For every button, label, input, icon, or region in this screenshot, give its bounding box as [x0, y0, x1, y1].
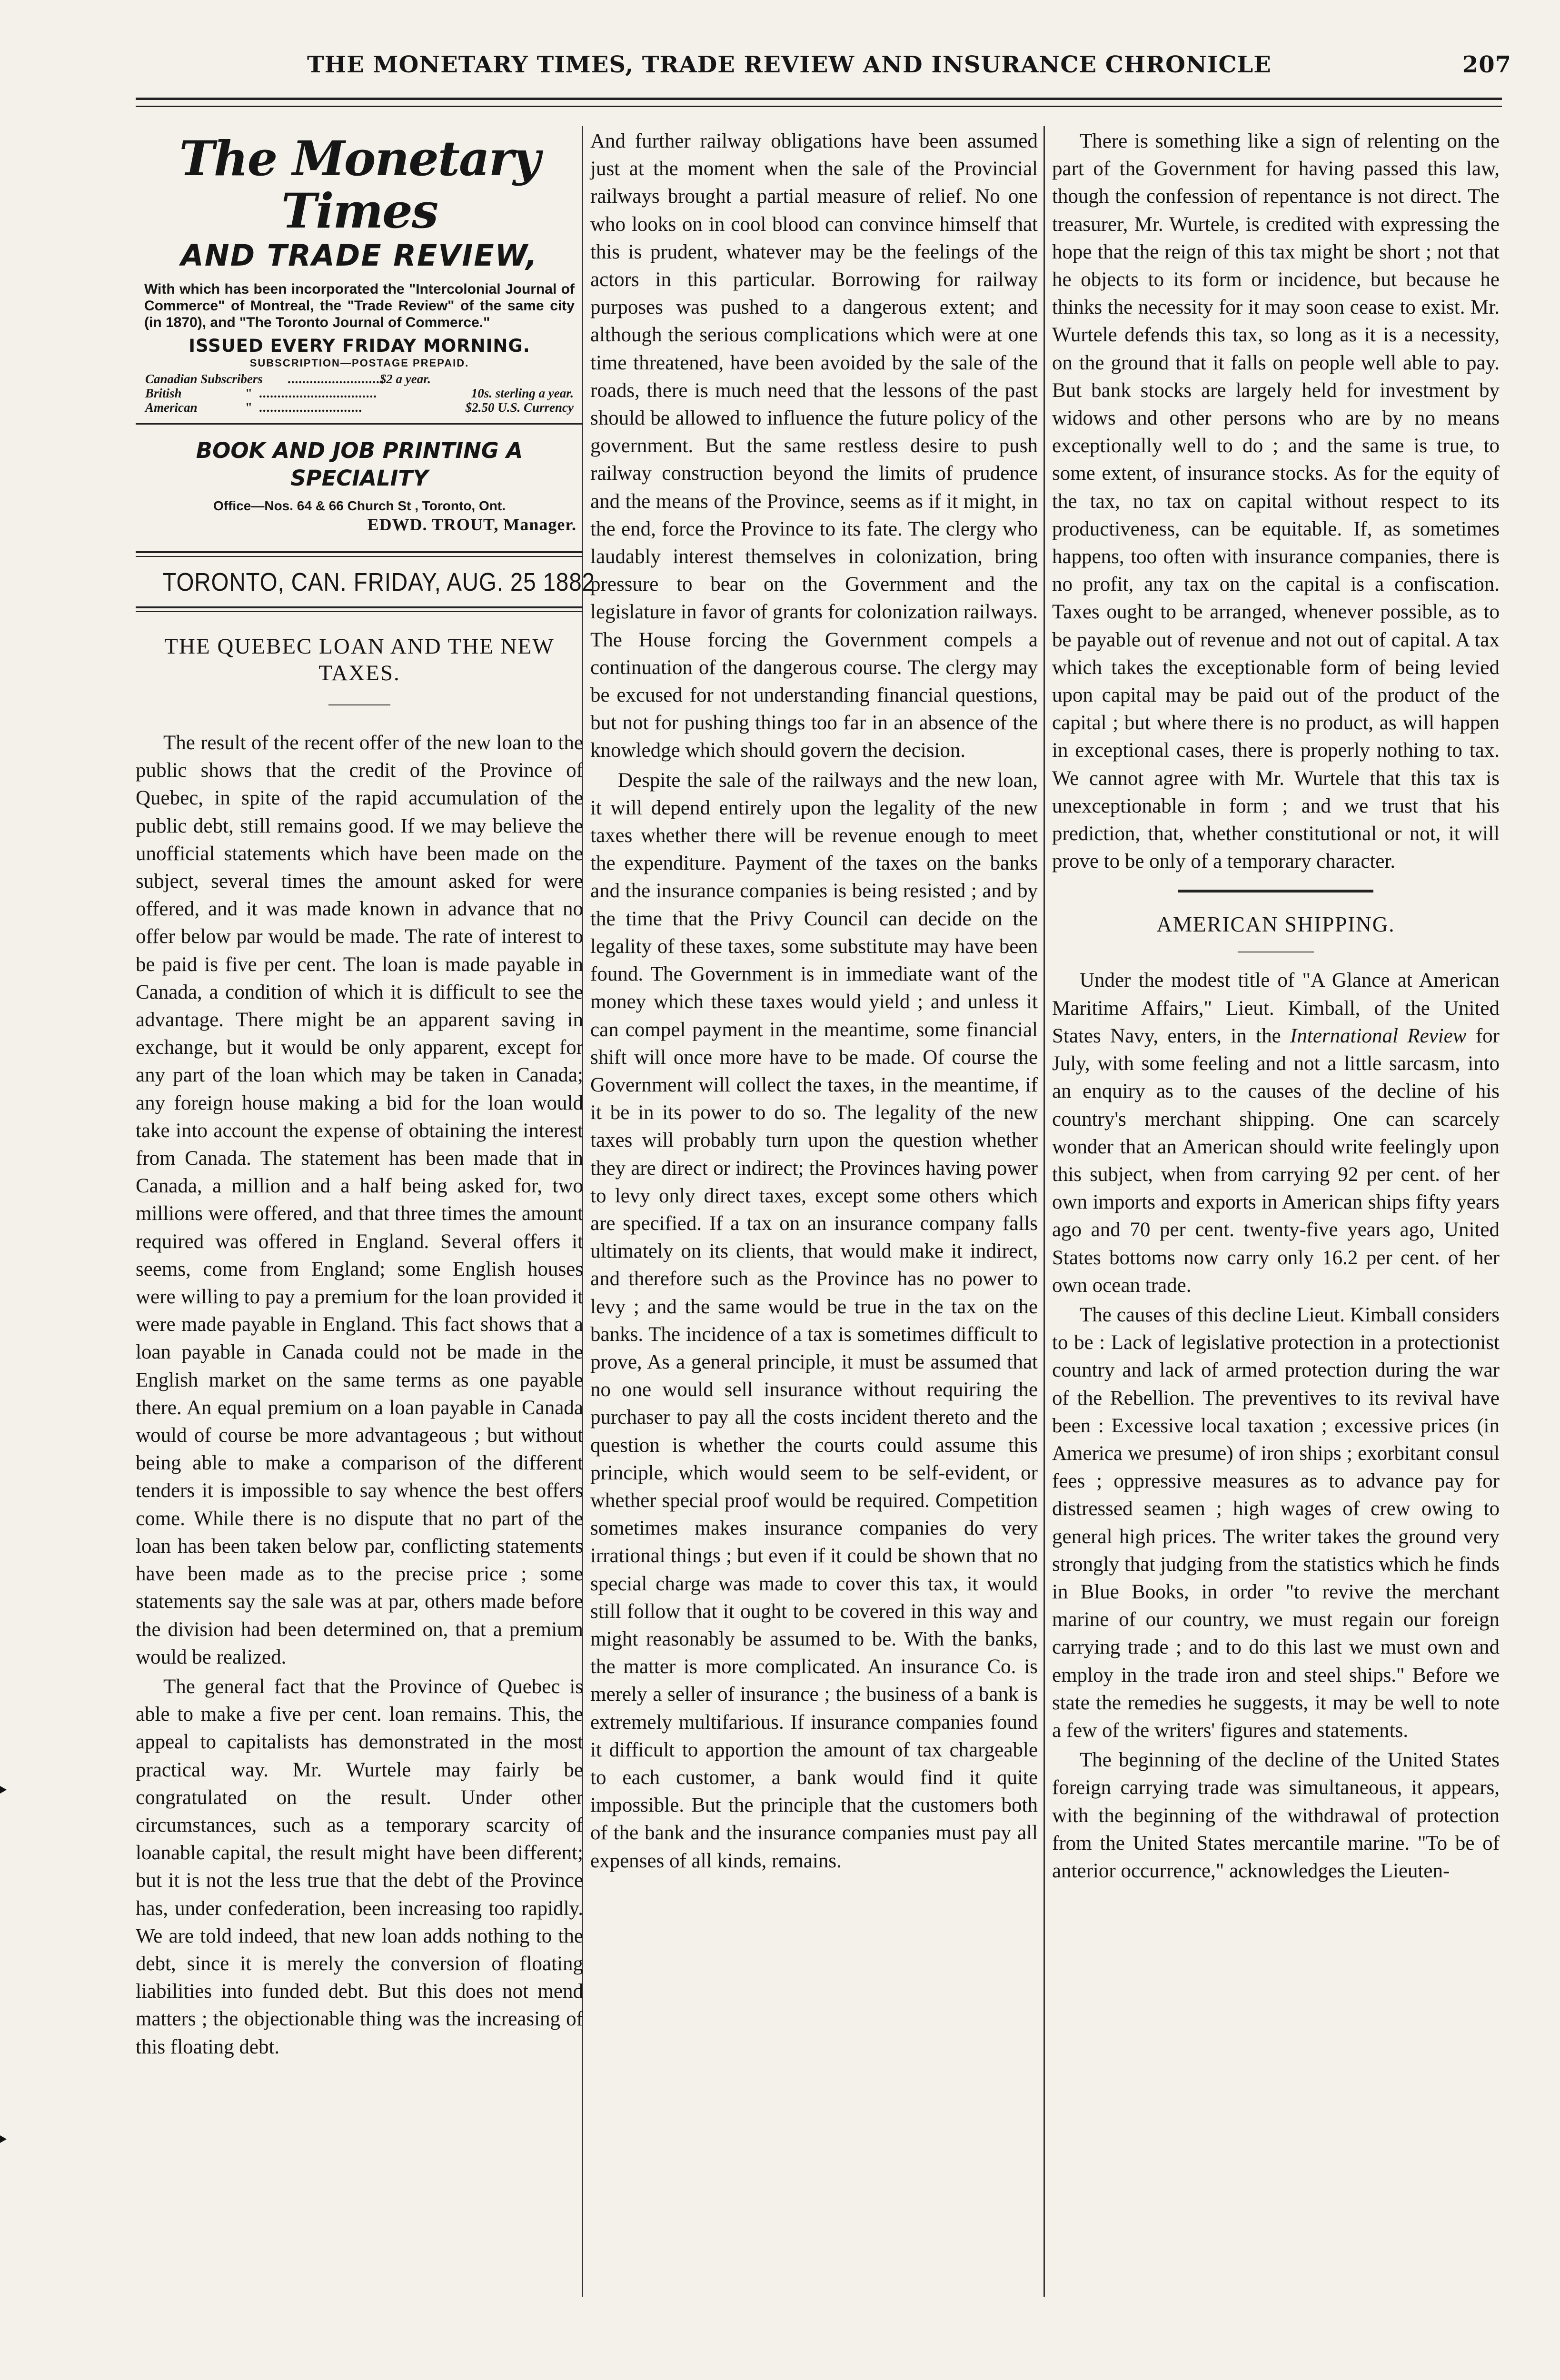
header-rule-thin: [136, 106, 1502, 107]
masthead-description: With which has been incorporated the "Intercolonial Journal of Commerce" of Montreal, the "Trade Review" of the same city (in 1870), and "The Toronto Journal of Commerce.": [144, 281, 575, 330]
title-rule: [328, 704, 390, 705]
rate-row: [145, 400, 574, 415]
issue-schedule: ISSUED EVERY FRIDAY MORNING.: [189, 336, 530, 356]
rate-leader: ..........................: [288, 372, 384, 386]
section-rule: [1178, 890, 1373, 892]
masthead: [136, 132, 583, 534]
column-rule: [1043, 126, 1045, 2297]
masthead-rule: [136, 423, 583, 425]
paragraph-text: for July, with some feeling and not a little sarcasm, into an enquiry as to the causes of the decline of his country's merchant shipping. One can scarcely wonder that an American should write feelingly upon this subject, when from carrying 92 per cent. of her own imports and exports in American ships fifty years ago and 70 per cent. twenty-five years ago, United States bottoms now carry only 16.2 per cent. of her own ocean trade.: [1052, 1024, 1500, 1297]
column-3: [1052, 128, 1500, 1885]
rate-leader: ................................: [259, 386, 378, 400]
masthead-title: The Monetary Times: [179, 130, 540, 239]
article-paragraph: The causes of this decline Lieut. Kimball considers to be : Lack of legislative protection in a protectionist country and lack of armed protection during the war of the Rebellion. The preventives to its revival have been : Excessive local taxation ; excessive prices (in America we presume) of iron ships ; exorbitant consul fees ; oppressive measures as to advance pay for distressed seamen ; high wages of crew owing to general high prices. The writer takes the ground very strongly that judging from the statistics which he finds in Blue Books, in order "to revive the merchant marine of our country, we must regain our foreign carrying trade ; and to do this last we must own and employ in the trade iron and steel ships." Before we state the remedies he suggests, it may be well to note a few of the writers' figures and statements.: [1052, 1303, 1500, 1742]
header-rule: [136, 98, 1502, 100]
rate-row: [145, 372, 574, 386]
subscription-label: SUBSCRIPTION—POSTAGE PREPAID.: [249, 357, 469, 369]
column-2: [590, 128, 1038, 1875]
book-printing-notice: BOOK AND JOB PRINTING A SPECIALITY: [196, 438, 523, 491]
article-paragraph: Despite the sale of the railways and the new loan, it will depend entirely upon the legality of the new taxes whether there will be revenue enough to meet the expenditure. Payment of the taxes on the banks and the insurance companies is being resisted ; and by the time that the Privy Council can decide on the legality of these taxes, some substitute may have been found. The Government is in immediate want of the money which these taxes would yield ; and unless it can compel payment in the meantime, some financial shift will once more have to be made. Of course the Government will collect the taxes, in the meantime, if it be in its power to do so. The legality of the new taxes will probably turn upon the question whether they are direct or indirect; the Provinces having power to levy only direct taxes, except some others which are specified. If a tax on an insurance company falls ultimately on its clients, that would make it indirect, and therefore such as the Province has no power to levy ; and the same would be true in the tax on the banks. The incidence of a tax is sometimes difficult to prove, As a general principle, it must be assumed that no one would sell insurance without requiring the purchaser to pay all the costs incident thereto and the question is whether the courts could assume this principle, which would seem to be self-evident, or whether special proof would be required. Competition sometimes makes insurance companies do very irrational things ; but even if it could be shown that no special charge was made to cover this tax, it would still follow that it ought to be covered in this way and might reasonably be assumed to be. With the banks, the matter is more complicated. An insurance Co. is merely a seller of insurance ; the business of a bank is extremely multifarious. If insurance companies found it difficult to apportion the amount of tax chargeable to each customer, a bank would find it quite impossible. But the principle that the customers both of the bank and the insurance companies must pay all expenses of all kinds, remains.: [590, 769, 1038, 1872]
rate-price: $2.50 U.S. Currency: [465, 400, 574, 415]
article-paragraph: There is something like a sign of relenting on the part of the Government for having passed this law, though the confession of repentance is not direct. The treasurer, Mr. Wurtele, is credited with expressing the hope that the reign of this tax might be short ; not that he objects to its form or incidence, but because he thinks the necessity for it may soon cease to exist. Mr. Wurtele defends this tax, so long as it is a necessity, on the ground that it falls on people well able to pay. But bank stocks are largely held for investment by widows and other persons who are by no means exceptionally well to do ; and the same is true, to some extent, of insurance stocks. As for the equity of the tax, no tax on capital without respect to its productiveness, can be equitable. If, as sometimes happens, too often with insurance companies, there is no profit, any tax on the capital is a confiscation. Taxes ought to be arranged, whenever possible, as to be payable out of revenue and not out of capital. A tax which takes the exceptionable form of being levied upon capital may be paid out of the product of the capital ; but where there is no product, as will happen in exceptional cases, there is properly nothing to tax. We cannot agree with Mr. Wurtele that this tax is unexceptionable in form ; and we trust that his prediction, that, whether constitutional or not, it will prove to be only of a temporary character.: [1052, 130, 1500, 873]
subscription-rates: [145, 372, 574, 415]
ditto-mark: ": [245, 400, 252, 415]
manager-name: EDWD. TROUT, Manager.: [367, 515, 576, 534]
rate-subscriber: British: [145, 386, 182, 400]
rate-leader: ............................: [259, 400, 363, 415]
article-title: THE QUEBEC LOAN AND THE NEW TAXES.: [164, 634, 555, 685]
ditto-mark: ": [245, 386, 252, 400]
dateline-rule-bottom: [136, 606, 583, 612]
margin-mark: [0, 2135, 7, 2143]
rate-price: $2 a year.: [379, 372, 431, 386]
column-1: [136, 128, 595, 2061]
article-paragraph: And further railway obligations have been assumed just at the moment when the sale of the Provincial railways brought a partial measure of relief. No one who looks on in cool blood can convince himself that this is prudent, whatever may be the feelings of the actors in this particular. Borrowing for railway purposes was pushed to a dangerous extent; and although the serious complications which were at one time threatened, have been avoided by the sale of the roads, there is much need that the lessons of the past should be allowed to influence the future policy of the government. But the same restless desire to push railway construction beyond the limits of prudence and the means of the Province, seems as if it might, in the end, force the Province to its fate. The clergy who laudably interest themselves in colonization, bring pressure to bear on the Government and the legislature in favor of grants for colonization railways. The House forcing the Government compels a continuation of the dangerous course. The clergy may be excused for not understanding financial questions, but not for pushing things too far in an absence of the knowledge which should govern the decision.: [590, 130, 1038, 762]
article-paragraph: The result of the recent offer of the new loan to the public shows that the credit of the Province of Quebec, in spite of the rapid accumulation of the public debt, still remains good. If we may believe the unofficial statements which have been made on the subject, several times the amount asked for were offered, and it was made known in advance that no offer below par would be made. The rate of interest to be paid is five per cent. The loan is made payable in Canada, a condition of which it is difficult to see the advantage. There might be an apparent saving in exchange, but it would be only apparent, except for any part of the loan which may be taken in Canada; any foreign house making a bid for the loan would take into account the expense of obtaining the interest from Canada. The statement has been made that in Canada, a million and a half being asked for, two millions were offered, and that three times the amount required was offered in England. Several offers it seems, come from England; some English houses were willing to pay a premium for the loan provided it were made payable in England. This fact shows that a loan payable in Canada could not be made in the English market on the same terms as one payable there. An equal premium on a loan payable in Canada would of course be more advantageous ; but without being able to make a comparison of the different tenders it is impossible to say whence the best offers come. While there is no dispute that no part of the loan has been taken below par, conflicting statements have been made as to the precise price ; some statements say the sale was at par, others made before the division had been determined on, that a premium would be realized.: [136, 732, 583, 1668]
masthead-subtitle: AND TRADE REVIEW,: [180, 238, 538, 273]
rate-row: [145, 386, 574, 400]
paragraph-text: Under the modest title of "A Glance at American Maritime Affairs," Lieut. Kimball, of the United States Navy, enters, in the: [1052, 969, 1500, 1047]
dateline-rule-top: [136, 551, 583, 557]
rate-subscriber: American: [145, 400, 198, 415]
article-paragraph: The beginning of the decline of the United States foreign carrying trade was simultaneous, it appears, with the beginning of the withdrawal of protection from the United States mercantile marine. "To be of anterior occurrence," acknowledges the Lieuten-: [1052, 1749, 1500, 1882]
margin-mark: [0, 1786, 7, 1794]
page-number: 207: [1462, 51, 1511, 78]
article-paragraph: [1052, 967, 1500, 1299]
office-address: Office—Nos. 64 & 66 Church St , Toronto, Ont.: [213, 498, 506, 513]
rate-subscriber: Canadian Subscribers: [145, 372, 263, 386]
section-title: AMERICAN SHIPPING.: [1156, 912, 1395, 937]
article-paragraph: The general fact that the Province of Quebec is able to make a five per cent. loan remains. This, the appeal to capitalists has demonstrated in the most practical way. Mr. Wurtele may fairly be congratulated on the result. Under other circumstances, such as a temporary scarcity of loanable capital, the result might have been different; but it is not the less true that the debt of the Province has, under confederation, been increasing too rapidly. We are told indeed, that new loan adds nothing to the debt, since it is merely the conversion of floating liabilities into funded debt. But this does not mend matters ; the objectionable thing was the increasing of this floating debt.: [136, 1675, 583, 2058]
publication-title: International Review: [1290, 1024, 1467, 1047]
running-header: [102, 48, 1511, 81]
rate-price: 10s. sterling a year.: [471, 386, 574, 400]
dateline: TORONTO, CAN. FRIDAY, AUG. 25 1882: [162, 568, 595, 596]
running-title: THE MONETARY TIMES, TRADE REVIEW AND INSURANCE CHRONICLE: [307, 51, 1272, 78]
